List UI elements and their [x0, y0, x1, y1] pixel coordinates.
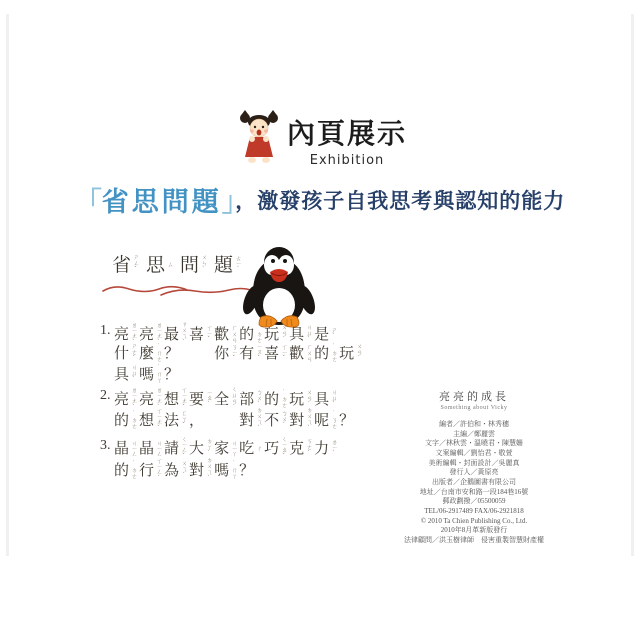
colophon-line: 美術編輯・封面設計／吳麗真	[428, 458, 520, 467]
headline-rest-text: ，激發孩子自我思考與認知的能力	[235, 189, 566, 213]
question-line: 什 ㄕㄜˊ 麼 ˙ㄇㄜ ？ 你 ㄋㄧˇ 有 ㄧㄡˇ 喜 ㄒㄧˇ 歡 ㄏㄨㄢ 的 ˙ㄉㄜ 玩 ㄨㄢˊ	[114, 343, 363, 362]
page-section-title: 省 ㄕㄥˇ 思 ㄙ 問 ㄨㄣˋ 題 ㄊㄧˊ	[112, 254, 242, 276]
colophon-line: 法律顧問／洪玉樹律師 侵害重製智慧財產權	[404, 535, 544, 544]
book-subtitle: Something about Vicky	[440, 405, 508, 411]
colophon-line: TEL/06-2917489 FAX/06-2921818	[424, 506, 524, 515]
question-3	[100, 436, 339, 482]
colophon-line: 2010年8月革新版發行	[440, 526, 508, 535]
colophon-line: 主編／鄭麗雲	[453, 429, 495, 438]
penguin-illustration	[240, 242, 318, 330]
colophon-line: 地址／台南市安和路一段184巷16號	[419, 487, 529, 496]
colophon-line: © 2010 Ta Chien Publishing Co., Ltd.	[420, 516, 528, 525]
headline-open-bracket: 「	[74, 187, 102, 218]
question-line: 亮 ㄌㄧㄤˋ 亮 ㄌㄧㄤˋ 最 ㄗㄨㄟˋ 喜 ㄒㄧˇ 歡 ㄏㄨㄢ 的 ˙ㄉㄜ 玩 ㄨㄢˊ 具 ㄐㄩˋ 是 ㄕˋ	[114, 321, 338, 346]
section-header-subtitle: Exhibition	[309, 153, 385, 168]
headline-quoted-text: 省思問題	[101, 187, 222, 218]
question-number: 2.	[100, 388, 111, 403]
colophon-line: 出版者／企鵝圖書有限公司	[432, 477, 516, 486]
question-2	[100, 386, 364, 432]
question-line: 具 ㄐㄩˋ 嗎 ˙ㄇㄚ ？	[114, 364, 180, 383]
colophon-line: 發行人／黃原亮	[449, 468, 499, 477]
book-title: 亮亮的成長	[439, 391, 509, 403]
question-number: 1.	[100, 323, 111, 338]
question-line: 晶 ㄐㄧㄥ 晶 ㄐㄧㄥ 請 ㄑㄧㄥˇ 大 ㄉㄚˋ 家 ㄐㄧㄚ 吃 ㄔ 巧 ㄑㄧㄠˇ 克 ㄎㄜˋ 力 ㄌㄧˋ	[114, 436, 338, 460]
question-1	[100, 321, 364, 384]
question-line: 的 ˙ㄉㄜ 想 ㄒㄧㄤˇ 法 ㄈㄚˇ ， 對 ㄉㄨㄟˋ 不 ㄅㄨˊ 對 ㄉㄨㄟˋ 呢 ˙ㄋㄜ ？	[114, 407, 355, 432]
colophon-lines	[388, 420, 560, 546]
red-wavy-underline	[101, 281, 253, 299]
colophon-line: 郵政劃撥／05500059	[442, 497, 506, 506]
colophon	[388, 388, 560, 546]
question-line: 亮 ㄌㄧㄤˋ 亮 ㄌㄧㄤˋ 想 ㄒㄧㄤˇ 要 ㄧㄠˋ 全 ㄑㄩㄢˊ 部 ㄅㄨˋ 的 ˙ㄉㄜ 玩 ㄨㄢˊ 具 ㄐㄩˋ	[114, 386, 338, 411]
colophon-line: 文案編輯／劉怡君・敬萱	[435, 448, 513, 457]
question-number: 3.	[100, 438, 111, 453]
colophon-line: 編者／許伯和・林秀穗	[439, 420, 509, 428]
question-line: 的 ˙ㄉㄜ 行 ㄒㄧㄥˊ 為 ㄨㄟˊ 對 ㄉㄨㄟˋ 嗎 ˙ㄇㄚ ？	[114, 457, 255, 482]
section-header-title: 內頁展示	[286, 117, 407, 150]
colophon-line: 文字／林秋雲・溫曉君・陳慧姍	[425, 439, 523, 448]
headline-close-bracket: 」	[221, 187, 236, 218]
